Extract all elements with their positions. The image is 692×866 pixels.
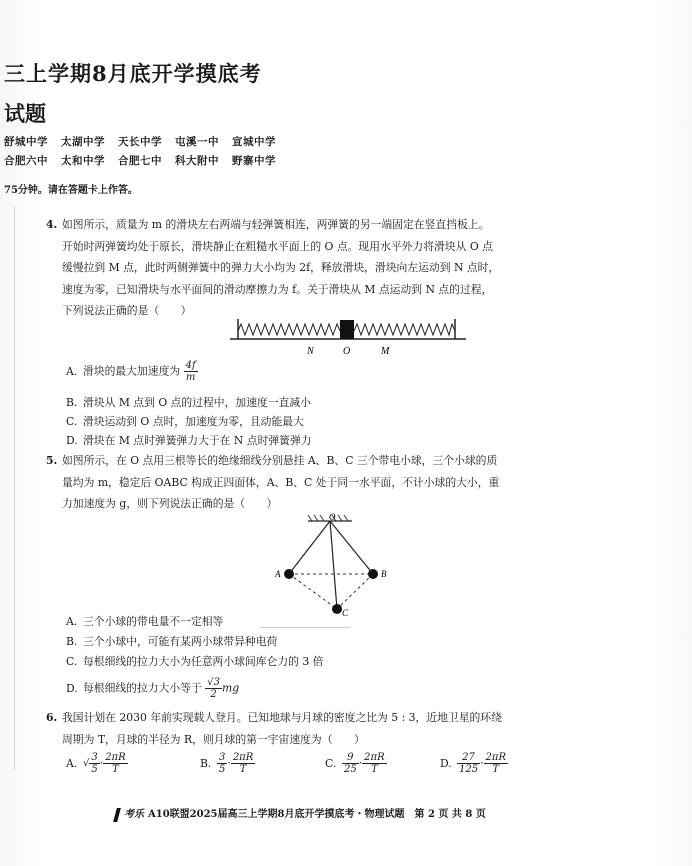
q6-option-b: B. $\frac{3}{5}$ · $\frac{2\pi R}{T}$ [200, 752, 254, 775]
question-line: 周期为 T，月球的半径为 R，则月球的第一宇宙速度为（ ） [62, 732, 365, 746]
fraction: $\frac{4f}{m}$ [185, 360, 196, 383]
fraction: $\frac{√3}{2}$ [207, 677, 220, 700]
school-name: 合肥六中 [4, 155, 48, 167]
point-label-b: B [381, 569, 387, 579]
q6-option-a: A. √ $\frac{3}{5}$ · $\frac{2\pi R}{T}$ [66, 752, 126, 775]
question-line: 5. 如图所示，在 O 点用三根等长的绝缘细线分别悬挂 A、B、C 三个带电小球，三个小球的质 [46, 450, 499, 472]
q6-option-d: D. $\frac{27}{125}$ · $\frac{2\pi R}{T}$ [440, 752, 506, 775]
exam-title: 三上学期8月底开学摸底考 [4, 61, 262, 86]
question-4-stem [46, 214, 499, 322]
question-line: 缓慢拉到 M 点，此时两侧弹簧中的弹力大小均为 2f，释放滑块，滑块向左运动到 N 点时， [62, 261, 500, 274]
school-name: 合肥七中 [118, 155, 162, 167]
slider-block [340, 320, 354, 339]
point-label-a: A [275, 569, 281, 579]
question-line: 开始时两弹簧均处于原长，滑块静止在粗糙水平面上的 O 点。现用水平外力将滑块从 O 点 [62, 239, 493, 253]
school-name: 舒城中学 [4, 136, 48, 148]
exam-subtitle: 试题 [4, 101, 46, 126]
school-name: 宣城中学 [232, 136, 276, 148]
school-name: 屯溪一中 [175, 136, 219, 148]
tetrahedron-diagram [270, 512, 390, 620]
question-line: 4. 如图所示，质量为 m 的滑块左右两端与轻弹簧相连，两弹簧的另一端固定在竖直挡板上。 [46, 214, 499, 236]
question-5-stem [46, 450, 499, 515]
point-label-m: M [381, 346, 390, 357]
school-list-row-2 [4, 153, 289, 168]
q5-option-d: D. 每根细线的拉力大小等于 $\frac{√3}{2}$ mg [66, 677, 240, 700]
scan-artifact-line [260, 627, 350, 628]
point-label-o: O [329, 512, 336, 522]
question-line: 6. 我国计划在 2030 年前实现载人登月。已知地球与月球的密度之比为 5 : 3，近地卫星的环绕 [46, 707, 502, 729]
footer-stamp: 考乐 [124, 809, 144, 820]
ball-b [368, 569, 378, 579]
page-footer [115, 805, 486, 822]
q6-option-c: C. $\frac{9}{25}$ · $\frac{2\pi R}{T}$ [325, 752, 385, 775]
q4-option-b: B. 滑块从 M 点到 O 点的过程中，加速度一直减小 [66, 396, 311, 409]
q4-option-d: D. 滑块在 M 点时弹簧弹力大于在 N 点时弹簧弹力 [66, 434, 312, 447]
school-list-row-1 [4, 134, 289, 149]
question-number: 6. [46, 711, 58, 724]
question-line: 下列说法正确的是（ ） [62, 304, 192, 317]
question-line: 量均为 m，稳定后 OABC 构成正四面体，A、B、C 处于同一水平面，不计小球的大小，重 [62, 475, 500, 489]
question-6-stem [46, 707, 502, 750]
q4-option-a: A. 滑块的最大加速度为 $\frac{4f}{m}$ [66, 360, 196, 383]
question-line: 力加速度为 g，则下列说法正确的是（ ） [62, 497, 278, 510]
margin-line [14, 206, 15, 771]
q5-option-b: B. 三个小球中，可能有某两小球带异种电荷 [66, 635, 278, 648]
spring-block-diagram [230, 313, 470, 357]
school-name: 太和中学 [61, 155, 105, 167]
question-line: 速度为零，已知滑块与水平面间的滑动摩擦力为 f。关于滑块从 M 点运动到 N 点的过程， [62, 282, 493, 296]
ball-a [284, 569, 294, 579]
point-label-n: N [307, 346, 314, 357]
point-label-c: C [342, 608, 349, 618]
footer-text: A10联盟2025届高三上学期8月底开学摸底考・物理试题 第 2 页 共 8 页 [148, 809, 486, 820]
school-name: 野寨中学 [232, 155, 276, 167]
point-label-o: O [343, 346, 351, 357]
school-name: 太湖中学 [61, 136, 105, 148]
ball-c [332, 604, 342, 614]
school-name: 科大附中 [175, 155, 219, 167]
question-number: 4. [46, 218, 58, 231]
footer-mark-icon [113, 808, 121, 822]
q4-option-c: C. 滑块运动到 O 点时，加速度为零，且动能最大 [66, 415, 304, 428]
exam-notice: 75分钟。请在答题卡上作答。 [4, 185, 138, 196]
question-number: 5. [46, 454, 58, 467]
school-name: 天长中学 [118, 136, 162, 148]
q5-option-c: C. 每根细线的拉力大小为任意两小球间库仑力的 3 倍 [66, 655, 324, 668]
q5-option-a: A. 三个小球的带电量不一定相等 [66, 615, 224, 628]
